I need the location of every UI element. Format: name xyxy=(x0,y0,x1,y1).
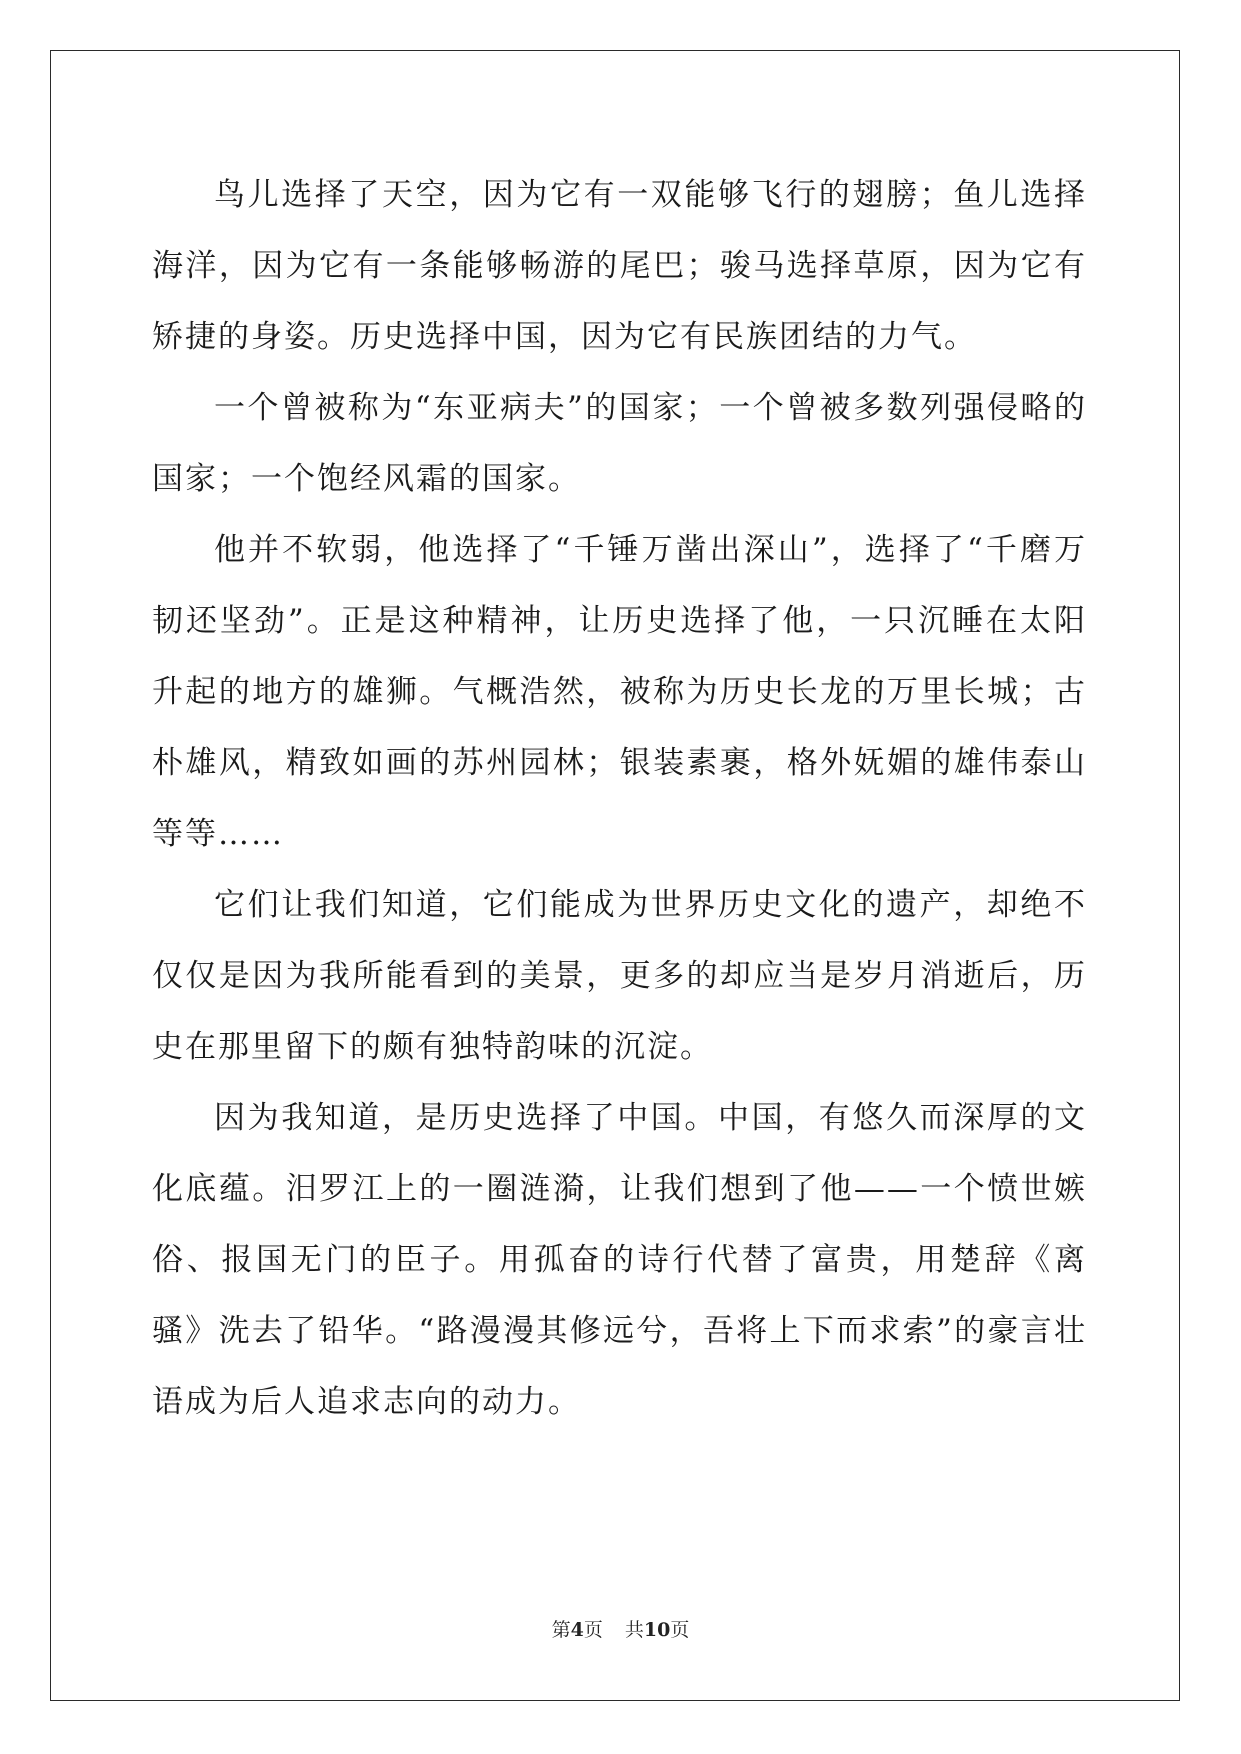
paragraph-5: 因为我知道，是历史选择了中国。中国，有悠久而深厚的文化底蕴。汨罗江上的一圈涟漪，让我们想到了他——一个愤世嫉俗、报国无门的臣子。用孤奋的诗行代替了富贵，用楚辞《离骚》洗去了铅华。“路漫漫其修远兮，吾将上下而求索”的豪言壮语成为后人追求志向的动力。 xyxy=(152,1100,1087,1420)
paragraph-2: 一个曾被称为“东亚病夫”的国家；一个曾被多数列强侵略的国家；一个饱经风霜的国家。 xyxy=(152,390,1087,497)
current-page-number: 4 xyxy=(570,1619,584,1641)
footer-total-prefix: 共 xyxy=(624,1619,644,1641)
footer-page-suffix: 页 xyxy=(583,1619,603,1641)
paragraph-1: 鸟儿选择了天空，因为它有一双能够飞行的翅膀；鱼儿选择海洋，因为它有一条能够畅游的尾巴；骏马选择草原，因为它有矫捷的身姿。历史选择中国，因为它有民族团结的力气。 xyxy=(152,177,1087,355)
total-pages-number: 10 xyxy=(643,1619,671,1641)
paragraph-4: 它们让我们知道，它们能成为世界历史文化的遗产，却绝不仅仅是因为我所能看到的美景，更多的却应当是岁月消逝后，历史在那里留下的颇有独特韵味的沉淀。 xyxy=(152,887,1087,1065)
footer-total-suffix: 页 xyxy=(670,1619,690,1641)
page-footer xyxy=(0,1615,1241,1642)
document-body xyxy=(152,160,1087,1438)
paragraph-3: 他并不软弱，他选择了“千锤万凿出深山”，选择了“千磨万韧还坚劲”。正是这种精神，让历史选择了他，一只沉睡在太阳升起的地方的雄狮。气概浩然，被称为历史长龙的万里长城；古朴雄风，精致如画的苏州园林；银装素裹，格外妩媚的雄伟泰山等等…… xyxy=(152,532,1087,852)
footer-prefix: 第 xyxy=(551,1619,571,1641)
